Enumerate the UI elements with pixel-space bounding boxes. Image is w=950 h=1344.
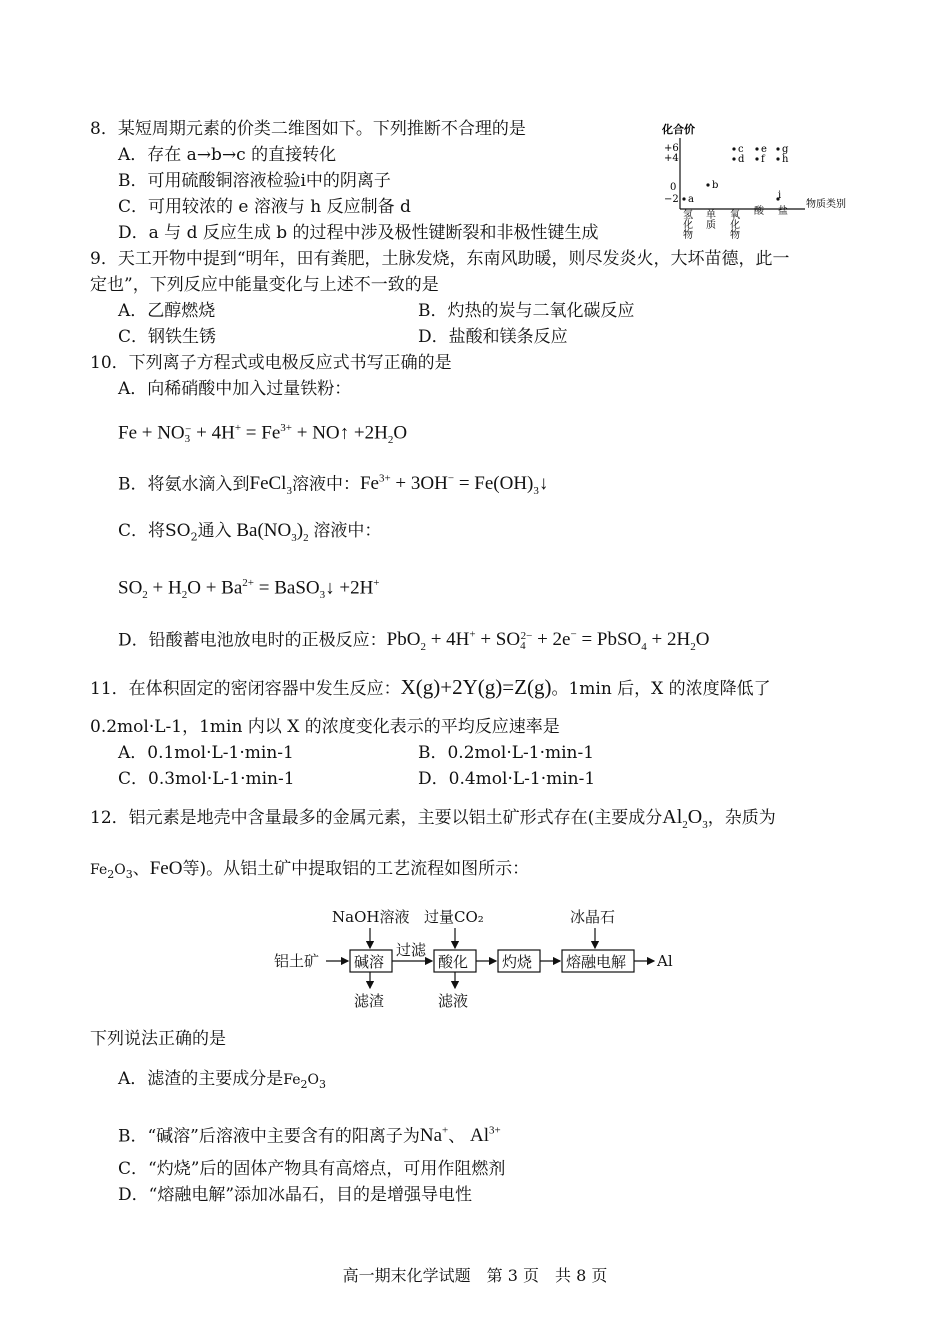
- q12-stem-line1: 12．铝元素是地壳中含量最多的金属元素，主要以铝土矿形式存在(主要成分$Al_2O_3$，杂质为: [90, 806, 776, 831]
- q9-option-d: D．盐酸和镁条反应: [418, 327, 568, 347]
- q12-option-b-sep: 、: [448, 1126, 466, 1147]
- flow-step-calcine: 灼烧: [502, 953, 533, 971]
- q12-stem-line2: $Fe_2O_3$、FeO等)。从铝土矿中提取铝的工艺流程如图所示：: [90, 858, 530, 881]
- q12-stem-sep: 、: [132, 859, 150, 879]
- q12-option-b-text: B．“碱溶”后溶液中主要含有的阳离子为: [118, 1126, 420, 1147]
- page-footer: 高一期末化学试题 第 3 页 共 8 页: [342, 1266, 608, 1285]
- q10-option-b: B．将氨水滴入到FeCl$_3$溶液中：$Fe^{3+} + 3OH^-$ = $Fe(OH)_3↓$: [118, 473, 549, 498]
- point-label-f: f: [761, 154, 765, 165]
- flow-end: Al: [657, 952, 673, 970]
- point-c: [732, 147, 735, 150]
- point-d: [732, 157, 735, 160]
- q8-option-a: A．存在 a→b→c 的直接转化: [118, 145, 337, 165]
- q9-option-a: A．乙醇燃烧: [118, 301, 216, 321]
- q10-option-b-text1: B．将氨水滴入到: [118, 474, 250, 495]
- flow-step-alkali-dissolve: 碱溶: [354, 953, 385, 971]
- flow-start: 铝土矿: [274, 952, 320, 970]
- q12-option-a-text: A．滤渣的主要成分是: [118, 1069, 284, 1089]
- chart-ytick: +6: [664, 143, 679, 154]
- point-label-h: h: [782, 154, 789, 165]
- svg-text:酸: 酸: [754, 206, 764, 217]
- q10-option-b-text2: 溶液中：: [291, 474, 360, 495]
- q9-option-b: B．灼热的炭与二氧化碳反应: [418, 301, 635, 321]
- flow-waste-residue: 滤渣: [354, 992, 385, 1010]
- svg-text:质: 质: [706, 220, 716, 231]
- svg-text:物: 物: [730, 230, 740, 241]
- chart-ytick: −2: [664, 194, 679, 205]
- chart-ytick: 0: [670, 182, 677, 193]
- point-e: [755, 147, 758, 150]
- q12-option-a: A．滤渣的主要成分是$Fe_2O_3$: [118, 1069, 326, 1091]
- point-label-c: c: [738, 144, 744, 155]
- q11-stem-text-b: 。1min 后，X 的浓度降低了: [551, 679, 771, 699]
- q8-stem: 8．某短周期元素的价类二维图如下。下列推断不合理的是: [90, 119, 526, 139]
- q10-option-a-equation: $Fe + NO_3^- + 4H^+ = Fe^{3+}$ + NO↑ $+2H_2O$: [118, 422, 408, 447]
- point-b: [706, 183, 709, 186]
- point-label-g: g: [782, 144, 789, 155]
- svg-text:氢: 氢: [683, 210, 693, 221]
- q10-option-d-text: D．铅酸蓄电池放电时的正极反应：: [118, 630, 387, 651]
- flow-reagent-naoh: NaOH溶液: [332, 908, 410, 926]
- q10-stem: 10．下列离子方程式或电极反应式书写正确的是: [90, 353, 452, 373]
- q11-stem-line2: 0.2mol·L-1，1min 内以 X 的浓度变化表示的平均反应速率是: [90, 717, 560, 737]
- q11-option-d: D．0.4mol·L-1·min-1: [418, 769, 596, 789]
- q10-option-c-equation: $SO_2 + H_2O + Ba^{2+}$ = BaSO$_3$↓ +2H+: [118, 577, 380, 602]
- q8-option-d: D．a 与 d 反应生成 b 的过程中涉及极性键断裂和非极性键生成: [118, 223, 599, 243]
- flow-step-electrolysis: 熔融电解: [566, 953, 627, 971]
- q12-option-b: B．“碱溶”后溶液中主要含有的阳离子为Na+、 $Al^{3+}$: [118, 1125, 501, 1147]
- point-a: [682, 197, 685, 200]
- svg-text:单: 单: [706, 210, 716, 221]
- point-label-b: b: [712, 180, 719, 191]
- flow-waste-filtrate: 滤液: [438, 992, 469, 1010]
- q11-option-a: A．0.1mol·L-1·min-1: [118, 743, 294, 763]
- svg-text:化: 化: [730, 220, 740, 231]
- point-label-d: d: [738, 154, 745, 165]
- svg-text:物: 物: [683, 230, 693, 241]
- q12-stem-text-b: ，杂质为: [707, 808, 776, 828]
- point-label-i: i: [778, 190, 782, 201]
- point-g: [776, 147, 779, 150]
- q11-option-b: B．0.2mol·L-1·min-1: [418, 743, 595, 763]
- q12-lead: 下列说法正确的是: [90, 1029, 226, 1049]
- q9-stem-line2: 定也”，下列反应中能量变化与上述不一致的是: [90, 275, 439, 295]
- q10-option-c-text: C．将$SO_2$通入 $Ba(NO_3)_2$ 溶液中：: [118, 520, 382, 544]
- q10-option-d: D．铅酸蓄电池放电时的正极反应：$PbO_2 + 4H^+ + SO_4^{2-} + 2e^-$ = PbSO$_4$ + $2H_2O$: [118, 629, 710, 654]
- point-label-e: e: [761, 144, 767, 155]
- q10-option-a-text: A．向稀硝酸中加入过量铁粉：: [118, 379, 352, 399]
- q10-option-c-text3: 溶液中：: [313, 521, 382, 541]
- flow-reagent-co2: 过量CO₂: [424, 908, 484, 926]
- valence-class-chart: [650, 118, 870, 246]
- chart-xlabel: 物质类别: [806, 199, 846, 210]
- chart-ytick: +4: [664, 153, 679, 164]
- q12-option-c: C．“灼烧”后的固体产物具有高熔点，可用作阻燃剂: [118, 1159, 506, 1179]
- svg-text:化: 化: [683, 220, 693, 231]
- q9-option-c: C．钢铁生锈: [118, 327, 217, 347]
- q10-option-c-text1: C．将: [118, 521, 166, 541]
- flow-reagent-cryolite: 冰晶石: [570, 908, 616, 926]
- point-f: [755, 157, 758, 160]
- q8-option-b: B．可用硫酸铜溶液检验i中的阴离子: [118, 171, 391, 191]
- point-label-a: a: [688, 194, 694, 205]
- process-flow-diagram: [270, 900, 690, 1020]
- q8-option-c: C．可用较浓的 e 溶液与 h 反应制备 d: [118, 197, 411, 217]
- q11-option-c: C．0.3mol·L-1·min-1: [118, 769, 295, 789]
- q12-option-d: D．“熔融电解”添加冰晶石，目的是增强导电性: [118, 1185, 473, 1205]
- svg-text:氧: 氧: [730, 210, 740, 221]
- q12-stem-text: 12．铝元素是地壳中含量最多的金属元素，主要以铝土矿形式存在(主要成分: [90, 808, 663, 828]
- q12-stem-text-c: 等)。从铝土矿中提取铝的工艺流程如图所示：: [182, 859, 530, 879]
- chart-ylabel: 化合价: [662, 123, 695, 136]
- q10-option-c-text2: 通入: [197, 521, 232, 541]
- q11-stem-text: 11．在体积固定的密闭容器中发生反应：: [90, 679, 401, 699]
- chart-points: [682, 144, 789, 205]
- point-h: [776, 157, 779, 160]
- svg-text:盐: 盐: [778, 206, 788, 217]
- flow-step-acidify: 酸化: [438, 953, 469, 971]
- q9-stem-line1: 9．天工开物中提到“明年，田有粪肥，土脉发烧，东南风助暖，则尽发炎火，大坏苗德，此一: [90, 249, 790, 269]
- q11-stem-line1: 11．在体积固定的密闭容器中发生反应：X(g)+2Y(g)=Z(g)。1min 后，X 的浓度降低了: [90, 675, 771, 699]
- flow-filter-label: 过滤: [396, 941, 427, 959]
